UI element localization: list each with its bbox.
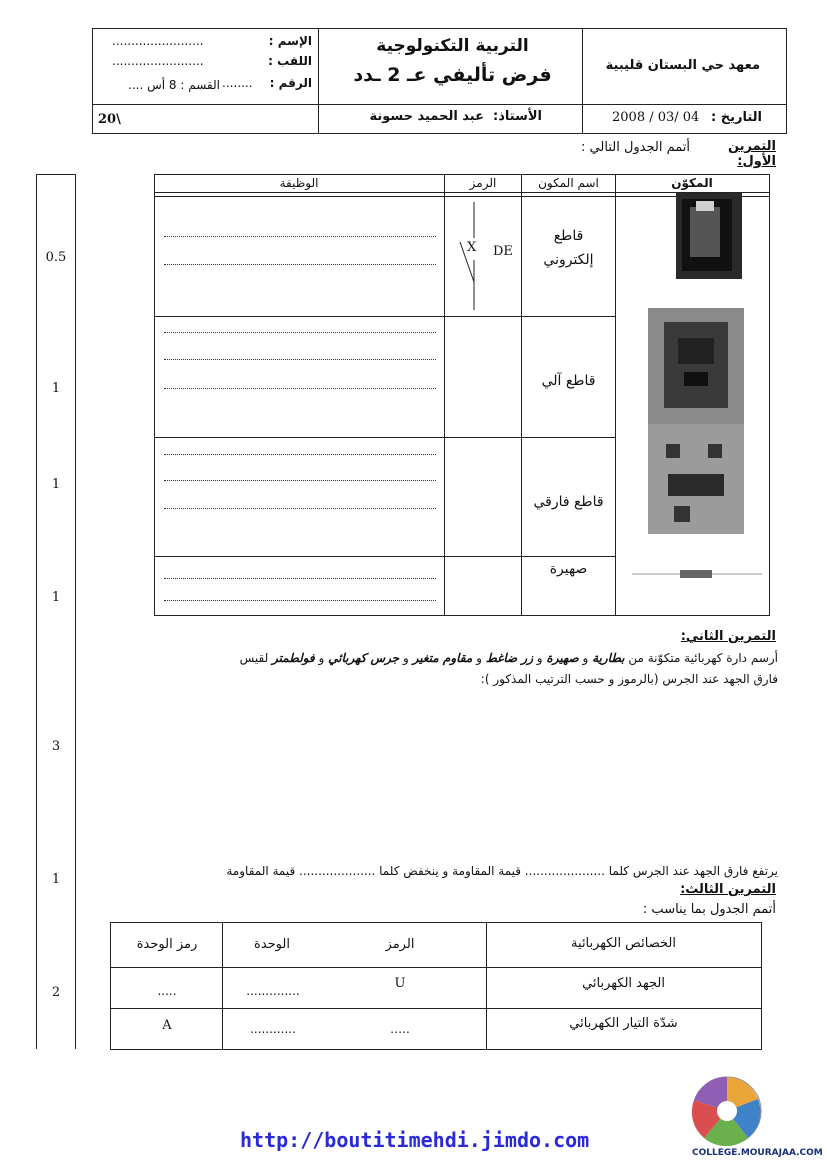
student-number-label: الرقم : [269, 76, 312, 90]
ex1-instruction: أتمم الجدول التالي : [581, 140, 690, 155]
grading-column [36, 174, 76, 1049]
ex3-title: التمرين الثالث: [680, 882, 776, 897]
ex1-row2-answer-3[interactable] [164, 388, 436, 389]
ex1-row4-answer-2[interactable] [164, 600, 436, 601]
ex1-row3-name: قاطع فارقي [533, 494, 604, 510]
ex1-row1-name: قاطع إلكتروني [543, 228, 594, 268]
ex3-row1-symbol: U [394, 976, 406, 991]
ex2-title: التمرين الثاني: [680, 629, 776, 644]
student-surname-label: اللقب : [268, 54, 312, 68]
date-value: 2008 / 03/ 04 [612, 110, 700, 125]
ex1-row3-answer-1[interactable] [164, 454, 436, 455]
college-logo-text: COLLEGE.MOURAJAA.COM [692, 1148, 823, 1158]
ex1-header-symbol: الرمز [469, 176, 497, 190]
ex1-row1-answer-1[interactable] [164, 236, 436, 237]
ex3-header-symbol: الرمز [385, 937, 415, 952]
grade-ex1-row1: 0.5 [45, 250, 67, 265]
school-name: معهد حي البستان قليبية [605, 58, 760, 73]
student-name-field[interactable]: ........................ [112, 34, 204, 48]
date-label: التاريخ : [711, 110, 762, 125]
ex1-row4-name: صهيرة [549, 561, 588, 577]
ex1-header-component: المكوّن [671, 176, 713, 190]
student-surname-field[interactable]: ........................ [112, 54, 204, 68]
ex2-drawing-area[interactable] [90, 695, 780, 855]
ex3-row1-unit[interactable]: .............. [246, 984, 300, 998]
ex1-title: التمرين الأول: [727, 139, 776, 169]
grade-ex2-sentence: 1 [51, 872, 61, 887]
college-logo-icon [684, 1074, 770, 1148]
symbol-de-label: DE [493, 244, 513, 259]
subject-title: التربية التكنولوجية [376, 36, 529, 56]
student-number-field[interactable]: ........ [222, 76, 253, 90]
grade-ex1-row3: 1 [51, 477, 61, 492]
grade-ex3: 2 [51, 985, 61, 1000]
ex1-header-name: اسم المكون [538, 176, 599, 190]
symbol-x-label: X [467, 240, 477, 255]
ex3-header-property: الخصائص الكهربائية [571, 936, 676, 951]
ex3-header-unit: الوحدة [254, 937, 290, 952]
ex3-row1-property: الجهد الكهربائي [582, 976, 665, 991]
ex2-completion-sentence: يرتفع فارق الجهد عند الجرس كلما ..................... قيمة المقاومة و ينخفض كلما .................... قيمة المقاومة [226, 864, 778, 878]
grade-ex2-drawing: 3 [51, 739, 61, 754]
automatic-breaker-photo [648, 308, 744, 426]
teacher-label: الأستاذ: [493, 109, 542, 124]
grade-ex1-row2: 1 [51, 381, 61, 396]
teacher-name: عبد الحميد حسونة [369, 109, 484, 124]
footer-url[interactable]: http://boutitimehdi.jimdo.com [240, 1128, 590, 1152]
ex2-statement-line2: فارق الجهد عند الجرس (بالرموز و حسب الترتيب المذكور ): [480, 672, 778, 686]
ex3-row2-unit[interactable]: ............ [250, 1022, 296, 1036]
electronic-breaker-photo [676, 193, 742, 279]
ex1-header-function: الوظيفة [279, 176, 319, 190]
ex3-instruction: أتمم الجدول بما يناسب : [642, 902, 776, 917]
ex3-row2-symbol[interactable]: ….. [390, 1022, 410, 1036]
ex1-row4-answer-1[interactable] [164, 578, 436, 579]
ex2-statement-line1: أرسم دارة كهربائية متكوّنة من بطارية و صهيرة و زر ضاغط و مقاوم متغير و جرس كهربائي و فولطمتر لقيس [239, 651, 778, 665]
ex1-row2-answer-2[interactable] [164, 359, 436, 360]
ex3-header-unit-symbol: رمز الوحدة [136, 937, 198, 952]
exam-title: فرض تأليفي عـ 2 ـدد [353, 64, 552, 86]
ex3-row1-unit-symbol[interactable]: ..... [157, 984, 177, 998]
grade-ex1-row4: 1 [51, 590, 61, 605]
score-total: 20\ [98, 112, 121, 127]
ex1-row3-answer-3[interactable] [164, 508, 436, 509]
ex1-row1-answer-2[interactable] [164, 264, 436, 265]
ex1-row3-answer-2[interactable] [164, 480, 436, 481]
ex3-row2-property: شدّة التيار الكهربائي [569, 1016, 678, 1031]
ex3-row2-unit-symbol: A [162, 1018, 172, 1033]
ex1-row2-name: قاطع آلي [541, 373, 596, 389]
class-label: القسم : 8 أس .... [128, 78, 220, 92]
student-name-label: الإسم : [268, 34, 312, 48]
differential-breaker-photo [648, 424, 744, 534]
fuse-photo [632, 564, 762, 584]
ex1-row2-answer-1[interactable] [164, 332, 436, 333]
